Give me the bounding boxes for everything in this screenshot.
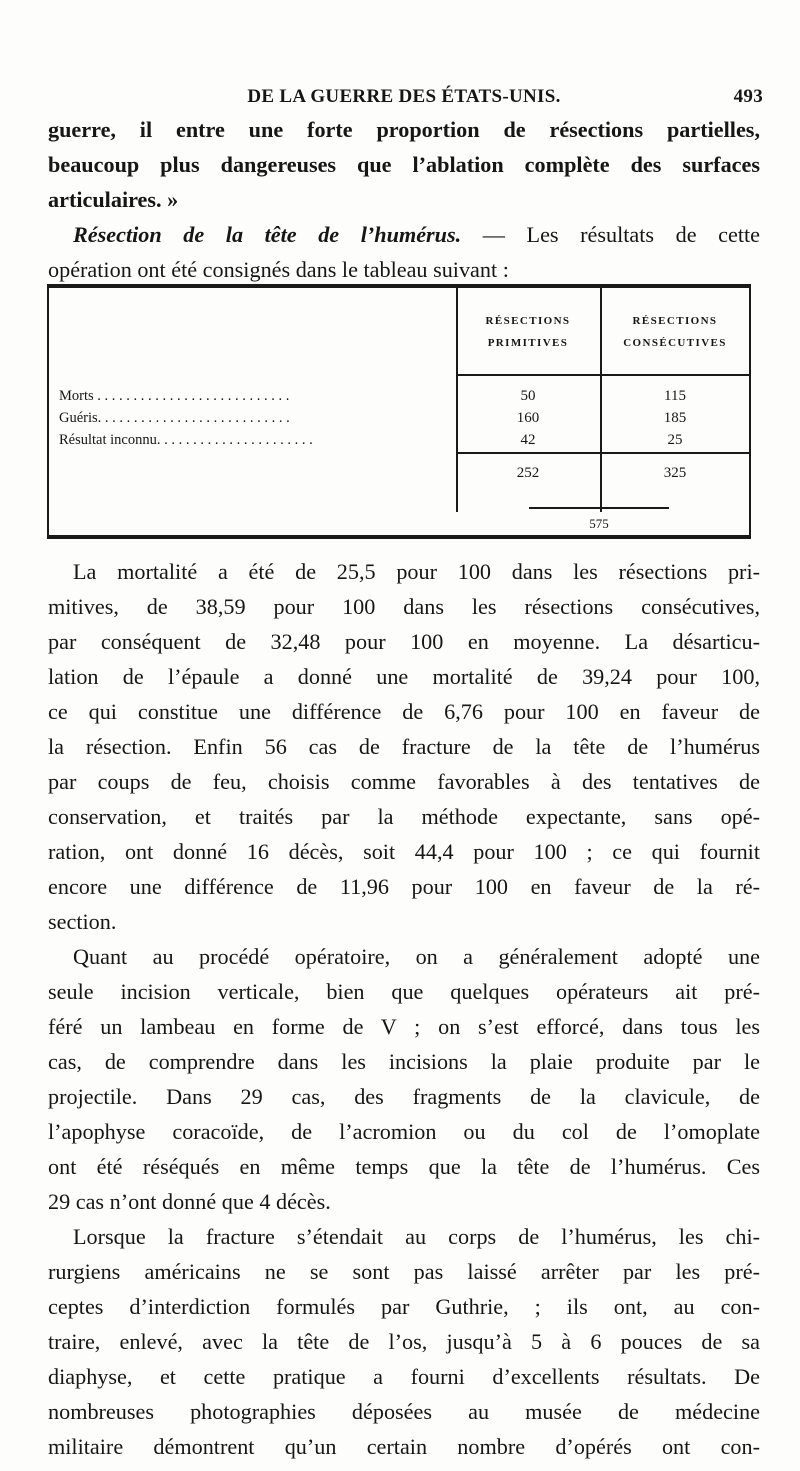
text-line: militaire démontrent qu’un certain nombre d’opérés ont con- xyxy=(48,1434,760,1459)
header-rule xyxy=(456,374,749,376)
row-label-morts: Morts . . . . . . . . . . . . . . . . . . . . . . . . . . . xyxy=(59,388,290,404)
text-line: nombreuses photographies déposées au musée de médecine xyxy=(48,1399,760,1424)
column-header-primitives xyxy=(456,310,600,354)
text-line: beaucoup plus dangereuses que l’ablation complète des surfaces xyxy=(48,152,760,177)
text-line: féré un lambeau en forme de V ; on s’est efforcé, dans tous les xyxy=(48,1014,760,1039)
cell-inconnu-primitives: 42 xyxy=(520,432,536,448)
text-line: lation de l’épaule a donné une mortalité de 39,24 pour 100, xyxy=(48,664,760,689)
section-heading: Résection de la tête de l’humérus. xyxy=(73,222,462,247)
running-title: DE LA GUERRE DES ÉTATS-UNIS. xyxy=(247,86,561,107)
results-table xyxy=(47,284,751,539)
text-line: ration, ont donné 16 décès, soit 44,4 pour 100 ; ce qui fournit xyxy=(48,839,760,864)
text-line: mitives, de 38,59 pour 100 dans les résections consécutives, xyxy=(48,594,760,619)
text-line: projectile. Dans 29 cas, des fragments de la clavicule, de xyxy=(48,1084,760,1109)
cell-inconnu-consecutives: 25 xyxy=(667,432,683,448)
text-line: l’apophyse coracoïde, de l’acromion ou du col de l’omoplate xyxy=(48,1119,760,1144)
text-line: 29 cas n’ont donné que 4 décès. xyxy=(48,1189,331,1214)
text-line: opération ont été consignés dans le tableau suivant : xyxy=(48,257,509,282)
text-line: Lorsque la fracture s’étendait au corps de l’humérus, les chi- xyxy=(73,1224,760,1249)
text-line: par coups de feu, choisis comme favorables à des tentatives de xyxy=(48,769,760,794)
subtotal-rule xyxy=(456,452,749,454)
text-line: la résection. Enfin 56 cas de fracture de la tête de l’humérus xyxy=(48,734,760,759)
cell-morts-consecutives: 115 xyxy=(664,388,686,404)
row-label-gueris: Guéris. . . . . . . . . . . . . . . . . . . . . . . . . . . xyxy=(59,410,290,426)
text-line: traire, enlevé, avec la tête de l’os, jusqu’à 5 à 6 pouces de sa xyxy=(48,1329,760,1354)
total-consecutives: 325 xyxy=(663,465,687,481)
text-line: articulaires. » xyxy=(48,187,179,212)
text-block-after-table xyxy=(48,554,760,1464)
text-line: encore une différence de 11,96 pour 100 en faveur de la ré- xyxy=(48,874,760,899)
text-block-before-table xyxy=(48,112,760,287)
grand-total: 575 xyxy=(589,516,609,531)
text-line: ont été réséqués en même temps que la tête de l’humérus. Ces xyxy=(48,1154,760,1179)
text-line: conservation, et traités par la méthode expectante, sans opé- xyxy=(48,804,760,829)
text-line: par conséquent de 32,48 pour 100 en moyenne. La désarticu- xyxy=(48,629,760,654)
row-label-inconnu: Résultat inconnu. . . . . . . . . . . . . . . . . . . . . . xyxy=(59,432,313,448)
text-line: rurgiens américains ne se sont pas laissé arrêter par les pré- xyxy=(48,1259,760,1284)
column-header-line: RÉSECTIONS xyxy=(485,315,571,327)
text-line: diaphyse, et cette pratique a fourni d’excellents résultats. De xyxy=(48,1364,760,1389)
text-line: guerre, il entre une forte proportion de résections partielles, xyxy=(48,117,760,142)
text-line: section. xyxy=(48,909,117,934)
text-line: La mortalité a été de 25,5 pour 100 dans les résections pri- xyxy=(73,559,760,584)
running-head xyxy=(45,86,763,112)
text-line: Quant au procédé opératoire, on a généralement adopté une xyxy=(73,944,760,969)
column-header-line: RÉSECTIONS xyxy=(632,315,718,327)
text-line: ce qui constitue une différence de 6,76 pour 100 en faveur de xyxy=(48,699,760,724)
total-primitives: 252 xyxy=(516,465,540,481)
cell-gueris-primitives: 160 xyxy=(516,410,540,426)
text-line xyxy=(48,217,760,252)
cell-gueris-consecutives: 185 xyxy=(663,410,687,426)
text-line: ceptes d’interdiction formulés par Guthrie, ; ils ont, au con- xyxy=(48,1294,760,1319)
text-line: seule incision verticale, bien que quelques opérateurs ait pré- xyxy=(48,979,760,1004)
column-header-consecutives xyxy=(600,310,750,354)
cell-morts-primitives: 50 xyxy=(520,388,536,404)
page-number: 493 xyxy=(733,86,763,107)
total-rule xyxy=(529,507,669,509)
section-heading-continuation: — Les résultats de cette xyxy=(482,222,761,247)
column-header-line: PRIMITIVES xyxy=(487,337,569,349)
column-header-line: CONSÉCUTIVES xyxy=(623,337,727,349)
text-line: cas, de comprendre dans les incisions la plaie produite par le xyxy=(48,1049,760,1074)
